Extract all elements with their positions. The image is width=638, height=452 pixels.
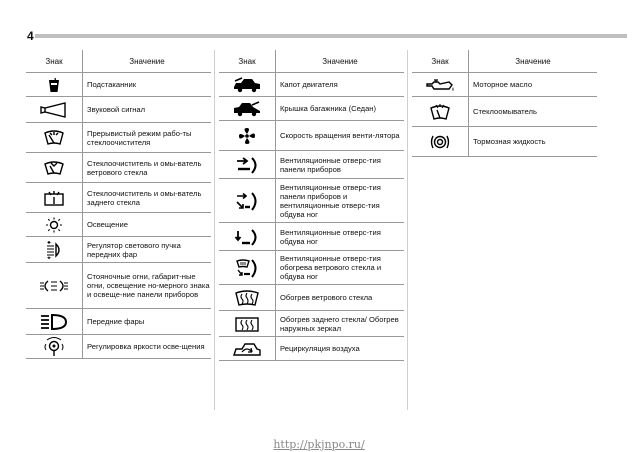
table-row (219, 337, 404, 361)
symbol-meaning: Стеклоочиститель и омы-ватель ветрового стекла (83, 153, 212, 183)
symbol-meaning: Звуковой сигнал (83, 97, 212, 123)
horn-icon (26, 97, 83, 123)
symbols-table-3 (412, 50, 597, 157)
table-row (26, 263, 211, 309)
brake-fluid-icon (412, 127, 469, 157)
fan-icon (219, 121, 276, 151)
symbol-meaning: Вентиляционные отверс-тия обогрева ветрового стекла и обдува ног (276, 251, 405, 285)
header-meaning: Значение (83, 50, 212, 73)
table-row (26, 97, 211, 123)
symbol-meaning: Регулятор светового пучка передних фар (83, 237, 212, 263)
table-row (26, 153, 211, 183)
header-meaning: Значение (469, 50, 598, 73)
table-row (219, 73, 404, 97)
table-row (26, 73, 211, 97)
symbol-meaning: Прерывистый режим рабо-ты стеклоочистителя (83, 123, 212, 153)
table-row (26, 213, 211, 237)
vent-defrost-feet-icon (219, 251, 276, 285)
page-number: 4 (27, 29, 34, 43)
parking-lights-icon (26, 263, 83, 309)
header-rule (35, 34, 627, 38)
trunk-icon (219, 97, 276, 121)
symbols-table-2 (219, 50, 404, 361)
table-row (219, 223, 404, 251)
header-sign: Знак (412, 50, 469, 73)
headlight-leveling-icon (26, 237, 83, 263)
symbol-meaning: Скорость вращения венти-лятора (276, 121, 405, 151)
symbol-meaning: Крышка багажника (Седан) (276, 97, 405, 121)
table-row (412, 127, 597, 157)
symbols-table (26, 50, 211, 359)
column-divider (407, 50, 408, 410)
symbol-meaning: Обогрев ветрового стекла (276, 285, 405, 311)
brightness-icon (26, 335, 83, 359)
table-row (219, 285, 404, 311)
vent-feet-icon (219, 223, 276, 251)
hood-icon (219, 73, 276, 97)
footer-link[interactable]: http://pkjnpo.ru/ (273, 438, 365, 451)
symbol-meaning: Обогрев заднего стекла/ Обогрев наружных зеркал (276, 311, 405, 337)
table-row (219, 151, 404, 179)
symbols-table (219, 50, 404, 361)
symbol-meaning: Вентиляционные отверс-тия панели приборов (276, 151, 405, 179)
table-row (26, 183, 211, 213)
illumination-icon (26, 213, 83, 237)
symbol-meaning: Регулировка яркости осве-щения (83, 335, 212, 359)
table-row (219, 97, 404, 121)
symbol-meaning: Передние фары (83, 309, 212, 335)
windshield-washer-icon (26, 153, 83, 183)
table-row (219, 179, 404, 223)
symbol-meaning: Освещение (83, 213, 212, 237)
table-row (412, 97, 597, 127)
symbol-meaning: Стеклоомыватель (469, 97, 598, 127)
symbol-meaning: Капот двигателя (276, 73, 405, 97)
table-row (26, 309, 211, 335)
table-row (412, 73, 597, 97)
table-row (26, 123, 211, 153)
rear-washer-icon (26, 183, 83, 213)
symbols-table-1 (26, 50, 211, 359)
table-row (26, 237, 211, 263)
wiper-intermittent-icon (26, 123, 83, 153)
cup-holder-icon (26, 73, 83, 97)
header-sign: Знак (219, 50, 276, 73)
symbols-table (412, 50, 597, 157)
front-defrost-icon (219, 285, 276, 311)
headlights-icon (26, 309, 83, 335)
symbol-meaning: Стояночные огни, габарит-ные огни, освещение но-мерного знака и освеще-ние панели приборов (83, 263, 212, 309)
table-row (219, 311, 404, 337)
symbol-meaning: Подстаканник (83, 73, 212, 97)
symbol-meaning: Вентиляционные отверс-тия панели приборов и вентиляционные отверс-тия обдува ног (276, 179, 405, 223)
symbol-meaning: Моторное масло (469, 73, 598, 97)
vent-panel-icon (219, 151, 276, 179)
header-meaning: Значение (276, 50, 405, 73)
vent-panel-feet-icon (219, 179, 276, 223)
engine-oil-icon (412, 73, 469, 97)
washer-fluid-icon (412, 97, 469, 127)
rear-defrost-icon (219, 311, 276, 337)
table-row (26, 335, 211, 359)
symbol-meaning: Рециркуляция воздуха (276, 337, 405, 361)
symbol-meaning: Стеклоочиститель и омы-ватель заднего стекла (83, 183, 212, 213)
table-row (219, 251, 404, 285)
recirculation-icon (219, 337, 276, 361)
column-divider (214, 50, 215, 410)
symbol-meaning: Вентиляционные отверс-тия обдува ног (276, 223, 405, 251)
header-sign: Знак (26, 50, 83, 73)
table-row (219, 121, 404, 151)
symbol-meaning: Тормозная жидкость (469, 127, 598, 157)
